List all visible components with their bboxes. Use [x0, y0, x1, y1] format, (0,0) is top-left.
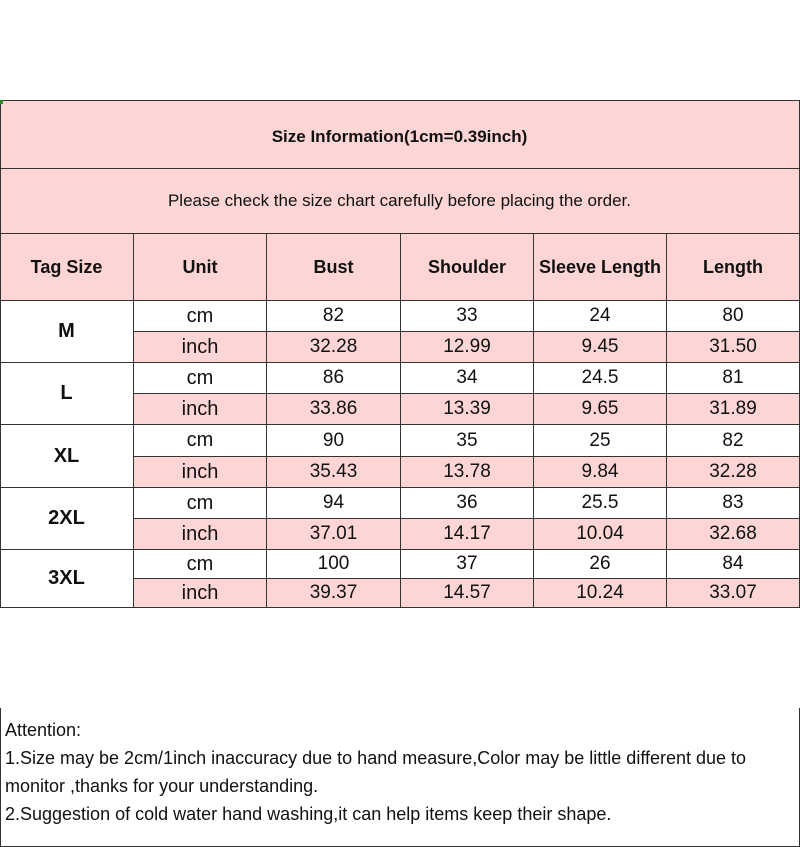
- table-cell: 12.99: [401, 332, 534, 363]
- table-cell: 9.65: [534, 394, 667, 425]
- tag-size-cell: 2XL: [0, 488, 134, 550]
- unit-cell: cm: [134, 363, 267, 394]
- table-cell: 82: [267, 301, 401, 332]
- table-cell: 35: [401, 425, 534, 457]
- table-cell: 24.5: [534, 363, 667, 394]
- table-cell: 32.28: [267, 332, 401, 363]
- column-header: Bust: [267, 234, 401, 301]
- attention-notes: [0, 708, 800, 847]
- table-cell: 32.28: [667, 457, 800, 488]
- unit-cell: cm: [134, 550, 267, 579]
- table-cell: 9.84: [534, 457, 667, 488]
- tag-size-cell: L: [0, 363, 134, 425]
- column-header: Length: [667, 234, 800, 301]
- table-cell: 84: [667, 550, 800, 579]
- table-cell: 9.45: [534, 332, 667, 363]
- table-top-border: [0, 100, 800, 101]
- table-cell: 81: [667, 363, 800, 394]
- table-cell: 33: [401, 301, 534, 332]
- table-cell: 25: [534, 425, 667, 457]
- unit-cell: inch: [134, 519, 267, 550]
- unit-cell: inch: [134, 394, 267, 425]
- table-cell: 13.78: [401, 457, 534, 488]
- table-cell: 35.43: [267, 457, 401, 488]
- size-chart: [0, 100, 800, 824]
- attention-line: 2.Suggestion of cold water hand washing,it can help items keep their shape.: [5, 804, 612, 824]
- unit-cell: inch: [134, 579, 267, 608]
- table-cell: 37: [401, 550, 534, 579]
- table-cell: 33.86: [267, 394, 401, 425]
- attention-line: 1.Size may be 2cm/1inch inaccuracy due to hand measure,Color may be little different due to: [5, 748, 747, 768]
- column-header: Shoulder: [401, 234, 534, 301]
- tag-size-cell: M: [0, 301, 134, 363]
- table-cell: 80: [667, 301, 800, 332]
- tag-size-cell: XL: [0, 425, 134, 488]
- column-header: Sleeve Length: [534, 234, 667, 301]
- table-cell: 33.07: [667, 579, 800, 608]
- table-cell: 32.68: [667, 519, 800, 550]
- table-cell: 13.39: [401, 394, 534, 425]
- table-cell: 25.5: [534, 488, 667, 519]
- table-cell: 94: [267, 488, 401, 519]
- tag-size-cell: 3XL: [0, 550, 134, 608]
- chart-subtitle: Please check the size chart carefully before placing the order.: [0, 169, 800, 234]
- table-cell: 37.01: [267, 519, 401, 550]
- table-cell: 31.89: [667, 394, 800, 425]
- attention-line: monitor ,thanks for your understanding.: [5, 776, 319, 796]
- unit-cell: inch: [134, 332, 267, 363]
- unit-cell: cm: [134, 488, 267, 519]
- table-cell: 26: [534, 550, 667, 579]
- table-cell: 24: [534, 301, 667, 332]
- table-cell: 100: [267, 550, 401, 579]
- table-cell: 34: [401, 363, 534, 394]
- table-cell: 82: [667, 425, 800, 457]
- table-cell: 14.17: [401, 519, 534, 550]
- table-cell: 83: [667, 488, 800, 519]
- column-header: Tag Size: [0, 234, 134, 301]
- unit-cell: cm: [134, 425, 267, 457]
- column-header: Unit: [134, 234, 267, 301]
- table-cell: 10.04: [534, 519, 667, 550]
- unit-cell: inch: [134, 457, 267, 488]
- table-cell: 39.37: [267, 579, 401, 608]
- table-cell: 90: [267, 425, 401, 457]
- corner-mark: [0, 100, 3, 104]
- table-cell: 36: [401, 488, 534, 519]
- attention-heading: Attention:: [5, 720, 82, 740]
- chart-title: Size Information(1cm=0.39inch): [0, 100, 800, 169]
- unit-cell: cm: [134, 301, 267, 332]
- table-left-border: [0, 100, 1, 608]
- table-cell: 10.24: [534, 579, 667, 608]
- table-cell: 86: [267, 363, 401, 394]
- table-cell: 14.57: [401, 579, 534, 608]
- table-cell: 31.50: [667, 332, 800, 363]
